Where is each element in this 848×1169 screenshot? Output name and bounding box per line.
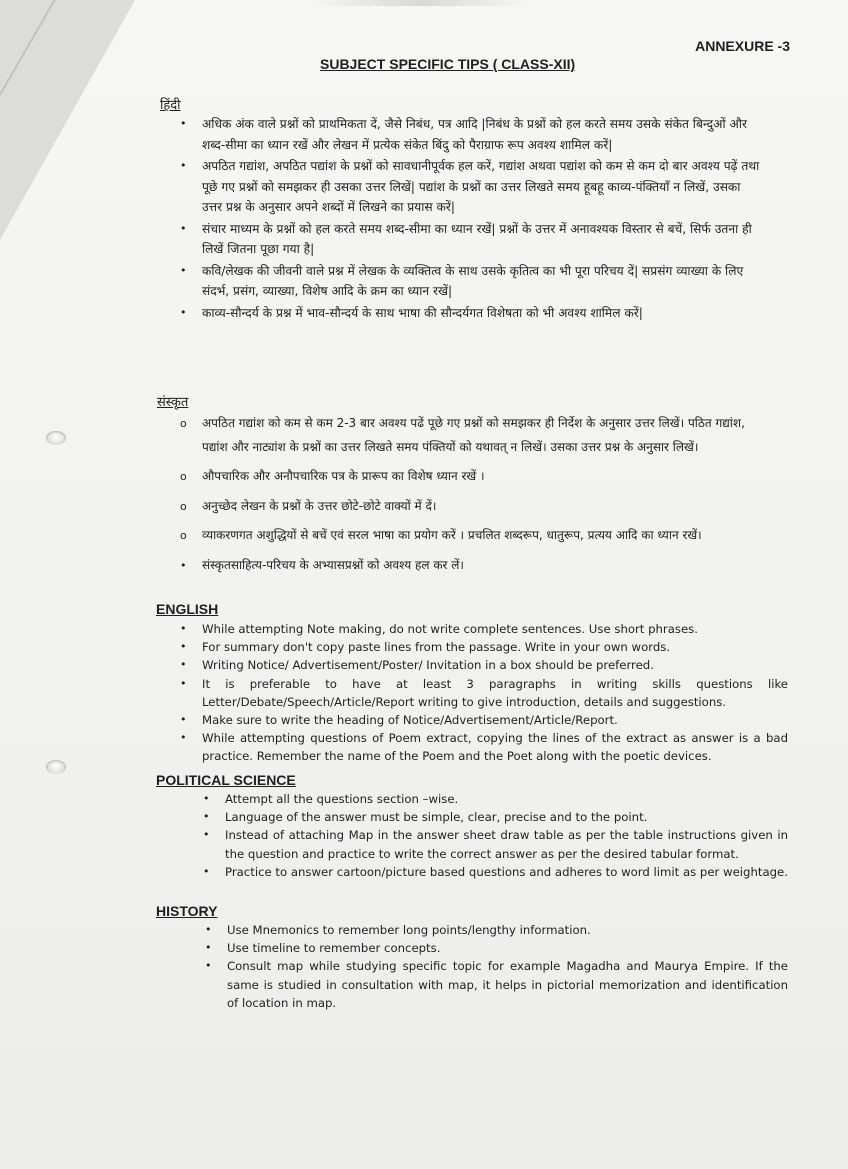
section-heading-hindi: हिंदी — [160, 98, 181, 113]
bullet-icon: • — [180, 159, 187, 172]
bullet-icon: • — [203, 864, 210, 878]
list-item: • कवि/लेखक की जीवनी वाले प्रश्न में लेखक के व्यक्तित्व के साथ उसके कृतित्व का भी पूरा परिचय दें| सप्रसंग व्याख्या के लिए संदर्भ, प्रसंग, व्याख्या, विशेष आदि के क्रम का ध्यान रखें| — [202, 261, 762, 302]
bullet-icon: o — [180, 417, 187, 430]
sanskrit-list — [180, 412, 762, 583]
bullet-icon: o — [180, 470, 187, 483]
bullet-icon: • — [180, 558, 187, 572]
list-item: o अनुच्छेद लेखन के प्रश्नों के उत्तर छोटे-छोटे वाक्यों में दें। — [202, 495, 762, 519]
bullet-icon: • — [180, 305, 187, 319]
list-item: • While attempting Note making, do not write complete sentences. Use short phrases. — [202, 620, 788, 638]
list-item: • अधिक अंक वाले प्रश्नों को प्राथमिकता दें, जैसे निबंध, पत्र आदि |निबंध के प्रश्नों को हल करते समय उसके संकेत बिन्दुओं और शब्द-सीमा का ध्यान रखें और लेखन में प्रत्येक संकेत बिंदु को पैराग्राफ रूप अवश्य शामिल करें| — [202, 114, 762, 155]
list-item: • For summary don't copy paste lines from the passage. Write in your own words. — [202, 638, 788, 656]
bullet-icon: • — [180, 117, 187, 130]
bullet-icon: • — [180, 622, 187, 635]
list-item: • संचार माध्यम के प्रश्नों को हल करते समय शब्द-सीमा का ध्यान रखें| प्रश्नों के उत्तर में अनावश्यक विस्तार से बचें, सिर्फ उतना ही लिखें जितना पूछा गया है| — [202, 219, 762, 260]
bullet-icon: • — [205, 923, 212, 936]
list-item: • Instead of attaching Map in the answer sheet draw table as per the table instructions given in the question and practice to write the correct answer as per the desired tabular format. — [203, 828, 788, 861]
section-heading-political-science: POLITICAL SCIENCE — [156, 772, 296, 788]
bullet-icon: o — [180, 529, 187, 542]
bullet-icon: • — [203, 810, 210, 824]
list-item: • While attempting questions of Poem extract, copying the lines of the extract as answer is a bad practice. Remember the name of the Poem and the Poet along with the poetic devices. — [180, 731, 788, 764]
list-item: • It is preferable to have at least 3 paragraphs in writing skills questions like Letter/Debate/Speech/Article/Report writing to give introduction, details and suggestions. — [180, 676, 788, 709]
list-item: • Language of the answer must be simple, clear, precise and to the point. — [225, 808, 788, 826]
section-heading-english: ENGLISH — [156, 601, 219, 617]
list-item: • अपठित गद्यांश, अपठित पद्यांश के प्रश्नों को सावधानीपूर्वक हल करें, गद्यांश अथवा पद्यांश को कम से कम दो बार अवश्य पढ़ें तथा पूछे गए प्रश्नों को समझकर ही उसका उत्तर लिखें| पद्यांश के प्रश्नों का उत्तर लिखते समय हूबहू काव्य-पंक्तियाँ न लिखें, उसका उत्तर प्रश्न के अनुसार अपने शब्दों में लिखने का प्रयास करें| — [202, 156, 762, 218]
list-item: • काव्य-सौन्दर्य के प्रश्न में भाव-सौन्दर्य के साथ भाषा की सौन्दर्यगत विशेषता को भी अवश्य शामिल करें| — [202, 303, 762, 324]
history-list — [205, 921, 788, 1012]
punch-hole-bottom — [46, 760, 66, 774]
section-heading-history: HISTORY — [156, 903, 218, 919]
bullet-icon: • — [180, 221, 187, 235]
hindi-list — [180, 114, 762, 324]
list-item: o अपठित गद्यांश को कम से कम 2-3 बार अवश्य पढें पूछे गए प्रश्नों को समझकर ही निर्देश के अनुसार उत्तर लिखें। पठित गद्यांश, पद्यांश और नाट्यांश के प्रश्नों का उत्तर लिखते समय पंक्तियों को यथावत् न लिखें। उसका उत्तर प्रश्न के अनुसार लिखें। — [202, 412, 762, 459]
bullet-icon: • — [180, 731, 187, 745]
bullet-icon: • — [180, 713, 187, 727]
list-item: • Attempt all the questions section –wise. — [225, 790, 788, 808]
list-item: • Make sure to write the heading of Notice/Advertisement/Article/Report. — [202, 711, 788, 729]
list-item: • Writing Notice/ Advertisement/Poster/ Invitation in a box should be preferred. — [202, 656, 788, 674]
scan-artifact — [310, 0, 530, 6]
punch-hole-top — [46, 431, 66, 445]
list-item: • Practice to answer cartoon/picture based questions and adheres to word limit as per weightage. — [225, 863, 788, 881]
bullet-icon: • — [205, 959, 212, 973]
list-item: • Use timeline to remember concepts. — [227, 939, 788, 957]
bullet-icon: • — [180, 658, 187, 672]
list-item: o व्याकरणगत अशुद्धियों से बचें एवं सरल भाषा का प्रयोग करें । प्रचलित शब्दरूप, धातुरूप, प्रत्यय आदि का ध्यान रखें। — [202, 524, 762, 548]
bullet-icon: • — [180, 263, 187, 277]
bullet-icon: • — [203, 828, 210, 842]
list-item: • Use Mnemonics to remember long points/lengthy information. — [227, 921, 788, 939]
bullet-icon: • — [205, 941, 212, 955]
bullet-icon: • — [203, 792, 210, 805]
folded-corner — [0, 0, 135, 240]
section-heading-sanskrit: संस्कृत — [157, 395, 189, 410]
bullet-icon: • — [180, 640, 187, 654]
bullet-icon: o — [180, 499, 187, 513]
english-list — [180, 620, 788, 766]
political-science-list — [203, 790, 788, 881]
list-item: • संस्कृतसाहित्य-परिचय के अभ्यासप्रश्नों को अवश्य हल कर लें। — [202, 554, 762, 578]
annexure-label: ANNEXURE -3 — [695, 38, 790, 54]
list-item: • Consult map while studying specific topic for example Magadha and Maurya Empire. If the same is studied in consultation with map, it helps in pictorial memorization and identification of location in map. — [205, 959, 788, 1010]
bullet-icon: • — [180, 676, 187, 690]
page-title: SUBJECT SPECIFIC TIPS ( CLASS-XII) — [320, 56, 576, 72]
list-item: o औपचारिक और अनौपचारिक पत्र के प्रारूप का विशेष ध्यान रखें । — [202, 465, 762, 489]
